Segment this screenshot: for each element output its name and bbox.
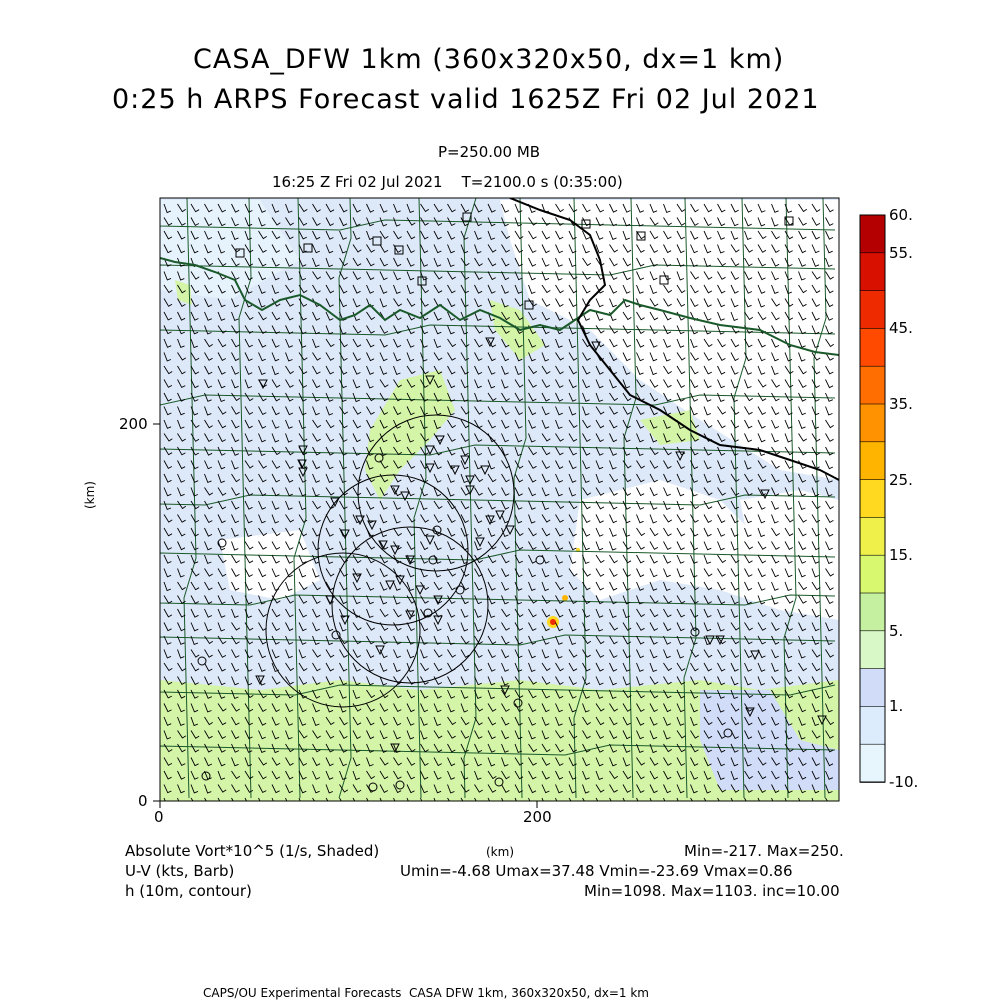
colorbar-label: 5. [889,622,904,640]
colorbar-swatch [860,253,885,291]
y-tick-label-0: 0 [138,792,148,810]
x-tick-label-0: 0 [154,808,164,826]
colorbar-swatch [860,631,885,669]
vorticity-maximum [550,619,556,625]
colorbar-swatch [860,404,885,442]
colorbar-label: 35. [889,395,913,413]
y-tick-label-200: 200 [119,415,148,433]
colorbar-swatch [860,517,885,555]
legend-wind-range: Umin=-4.68 Umax=37.48 Vmin=-23.69 Vmax=0.86 [400,862,793,880]
colorbar-label: 15. [889,546,913,564]
time-label: 16:25 Z Fri 02 Jul 2021 T=2100.0 s (0:35:00) [272,173,623,191]
colorbar [860,215,885,783]
legend-wind: U-V (kts, Barb) [125,862,235,880]
plot-title-line1: CASA_DFW 1km (360x320x50, dx=1 km) [193,44,785,75]
colorbar-swatch [860,669,885,707]
map-area [160,198,839,807]
level-label: P=250.00 MB [438,143,541,161]
colorbar-swatch [860,291,885,329]
colorbar-swatch [860,366,885,404]
legend-vorticity: Absolute Vort*10^5 (1/s, Shaded) [125,842,380,860]
colorbar-swatch [860,442,885,480]
legend-height-range: Min=1098. Max=1103. inc=10.00 [584,882,840,900]
footer-credit: CAPS/OU Experimental Forecasts CASA DFW 1km, 360x320x50, dx=1 km [203,986,649,1000]
colorbar-label: -10. [889,773,919,791]
colorbar-swatch [860,480,885,518]
y-axis-label: (km) [83,480,98,510]
colorbar-label: 1. [889,697,904,715]
colorbar-swatch [860,706,885,744]
colorbar-label: 25. [889,471,913,489]
colorbar-swatch [860,744,885,782]
x-axis-label: (km) [486,845,515,859]
x-tick-label-200: 200 [523,808,552,826]
colorbar-label: 45. [889,319,913,337]
colorbar-swatch [860,215,885,253]
vorticity-maximum [562,595,568,601]
colorbar-swatch [860,328,885,366]
colorbar-label: 55. [889,244,913,262]
colorbar-swatch [860,593,885,631]
colorbar-swatch [860,555,885,593]
plot-title-line2: 0:25 h ARPS Forecast valid 1625Z Fri 02 Jul 2021 [112,84,820,115]
colorbar-label: 60. [889,206,913,224]
legend-vorticity-range: Min=-217. Max=250. [684,842,844,860]
legend-height: h (10m, contour) [125,882,252,900]
